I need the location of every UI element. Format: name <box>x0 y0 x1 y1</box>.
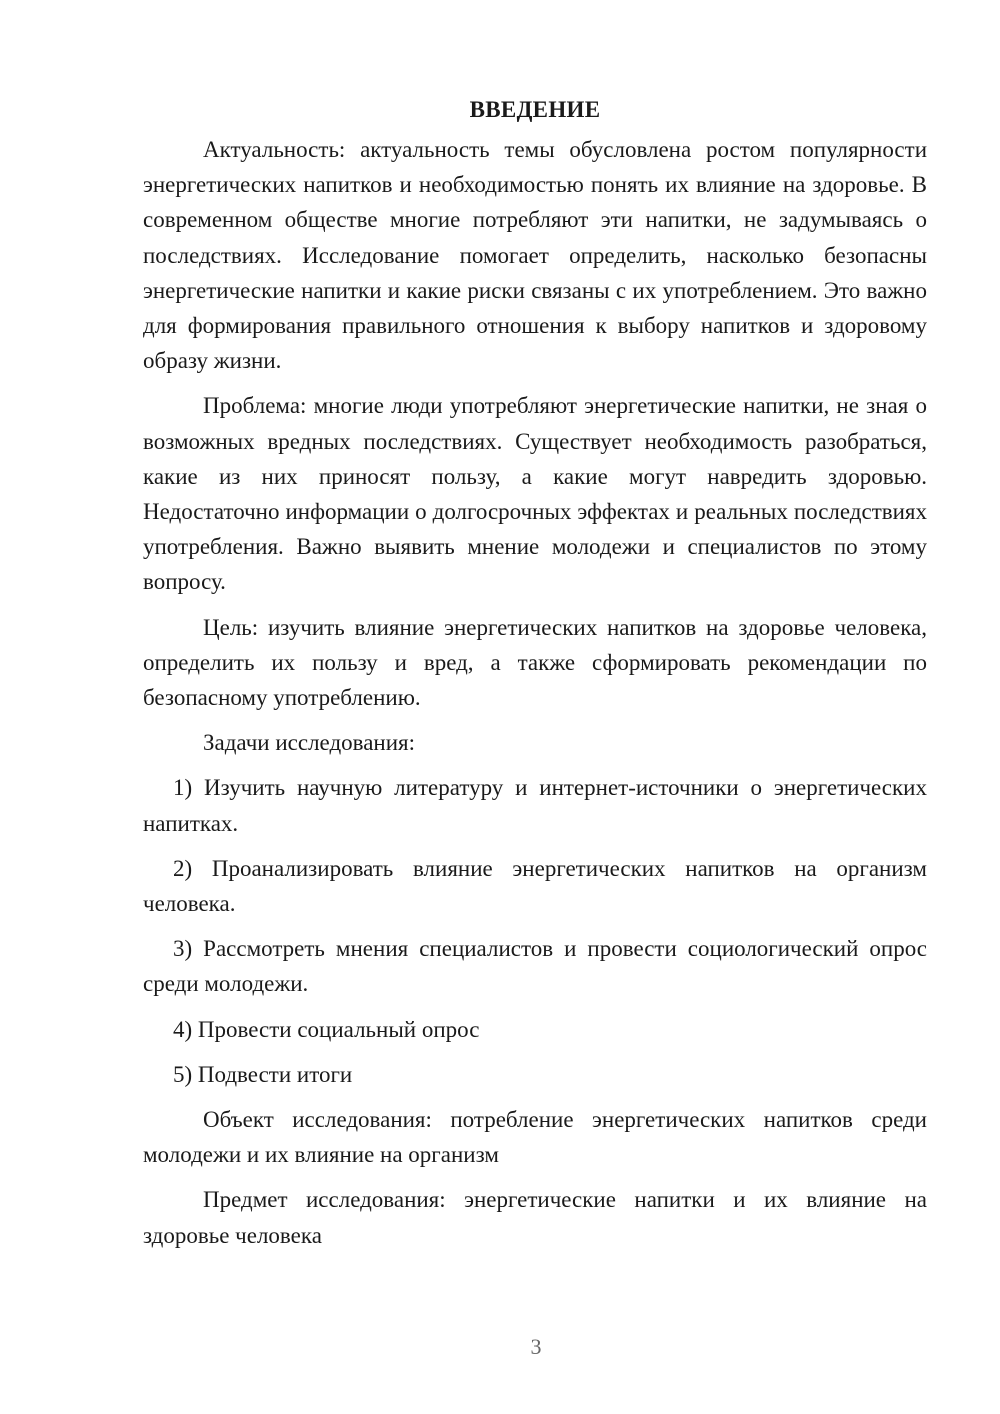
paragraph-problem: Проблема: многие люди употребляют энергетические напитки, не зная о возможных вредных последствиях. Существует необходимость разобраться, какие из них приносят пользу, а какие могут навредить здоровью. Недостаточно информации о долгосрочных эффектах и реальных последствиях употребления. Важно выявить мнение молодежи и специалистов по этому вопросу. <box>143 393 927 595</box>
paragraph-goal: Цель: изучить влияние энергетических напитков на здоровье человека, определить их пользу и вред, а также сформировать рекомендации по безопасному употреблению. <box>143 614 927 711</box>
task-item-1: 1) Изучить научную литературу и интернет-источники о энергетических напитках. <box>143 775 927 836</box>
task-item-4: 4) Провести социальный опрос <box>173 1016 480 1042</box>
paragraph-subject: Предмет исследования: энергетические напитки и их влияние на здоровье человека <box>143 1187 927 1248</box>
paragraph-relevance: Актуальность: актуальность темы обусловлена ростом популярности энергетических напитков и необходимостью понять их влияние на здоровье. В современном обществе многие потребляют эти напитки, не задумываясь о последствиях. Исследование помогает определить, насколько безопасны энергетические напитки и какие риски связаны с их употреблением. Это важно для формирования правильного отношения к выбору напитков и здоровому образу жизни. <box>143 137 927 374</box>
page-title: ВВЕДЕНИЕ <box>469 97 601 122</box>
page-number: 3 <box>530 1334 542 1359</box>
task-item-3: 3) Рассмотреть мнения специалистов и провести социологический опрос среди молодежи. <box>143 936 927 997</box>
paragraph-object: Объект исследования: потребление энергетических напитков среди молодежи и их влияние на организм <box>143 1107 927 1168</box>
task-item-5: 5) Подвести итоги <box>173 1061 353 1087</box>
document-body <box>143 92 927 1263</box>
paragraph-tasks-heading: Задачи исследования: <box>203 730 416 756</box>
task-item-2: 2) Проанализировать влияние энергетических напитков на организм человека. <box>143 855 927 917</box>
